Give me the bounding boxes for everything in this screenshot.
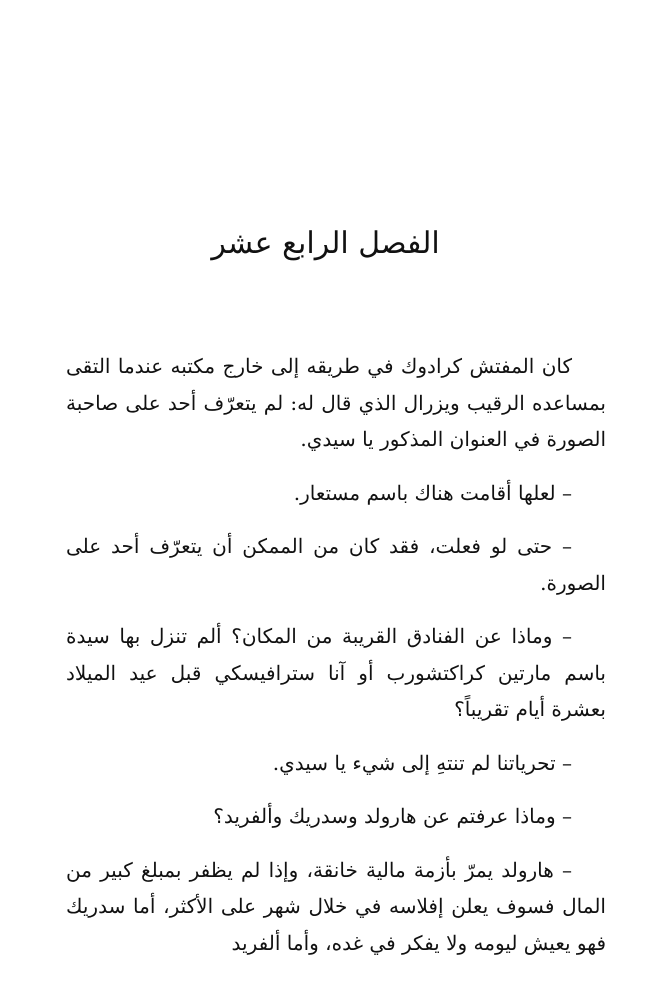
paragraph: كان المفتش كرادوك في طريقه إلى خارج مكتبه عندما التقى بمساعده الرقيب ويزرال الذي قال له: لم يتعرّف أحد على صاحبة الصورة في العنوان المذكور يا سيدي. (66, 354, 606, 451)
chapter-body (66, 348, 606, 978)
paragraph: – تحرياتنا لم تنتهِ إلى شيء يا سيدي. (272, 750, 572, 775)
paragraph: – حتى لو فعلت، فقد كان من الممكن أن يتعرّف أحد على الصورة. (66, 534, 606, 595)
paragraph: – لعلها أقامت هناك باسم مستعار. (293, 480, 572, 505)
chapter-title: الفصل الرابع عشر (211, 226, 440, 261)
paragraph: – هارولد يمرّ بأزمة مالية خانقة، وإذا لم يظفر بمبلغ كبير من المال فسوف يعلن إفلاسه في خلال شهر على الأكثر، أما سدريك فهو يعيش ليومه ولا يفكر في غده، وأما ألفريد (66, 857, 606, 955)
paragraph: – وماذا عن الفنادق القريبة من المكان؟ ألم تنزل بها سيدة باسم مارتين كراكتشورب أو آنا سترافيسكي قبل عيد الميلاد بعشرة أيام تقريباً؟ (66, 624, 606, 721)
paragraph: – وماذا عرفتم عن هارولد وسدريك وألفريد؟ (213, 804, 572, 828)
